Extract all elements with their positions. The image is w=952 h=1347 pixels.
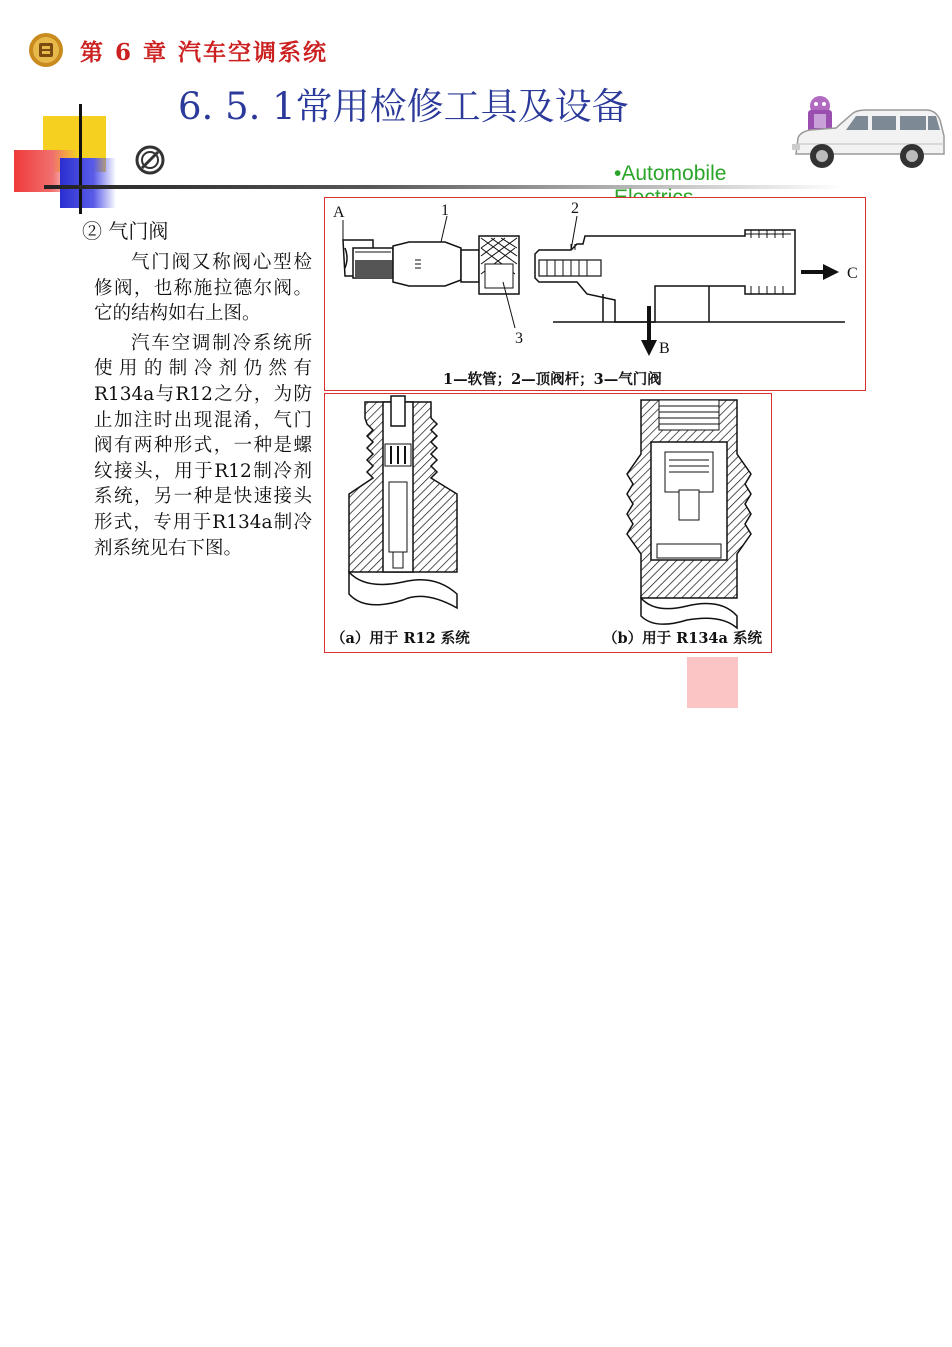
paragraph-2: 汽车空调制冷系统所使用的制冷剂仍然有R134a与R12之分，为防止加注时出现混淆，气门阀有两种形式，一种是螺纹接头，用于R12制冷剂系统，另一种是快速接头形式，专用于R134a制冷剂系统见右下图。	[94, 332, 312, 559]
paragraph-1: 气门阀又称阀心型检修阀，也称施拉德尔阀。它的结构如右上图。	[94, 252, 312, 325]
body-text	[94, 250, 312, 565]
valve-types-diagram	[324, 393, 772, 653]
label-2: 2	[571, 200, 579, 217]
subsection-heading: ② 气门阀	[82, 219, 169, 243]
decor-blue-square	[60, 158, 116, 208]
figure-top-caption: 1—软管；2—顶阀杆；3—气门阀	[443, 371, 662, 388]
car-illustration	[786, 92, 946, 178]
brand-text: •Automobile	[614, 162, 727, 185]
no-entry-icon	[134, 144, 166, 176]
chapter-badge-icon	[28, 32, 64, 68]
figure-caption-b: （b）用于 R134a 系统	[603, 630, 762, 647]
label-c: C	[847, 265, 858, 282]
chapter-title: 第 6 章 汽车空调系统	[80, 39, 329, 66]
decor-pink-square	[687, 657, 738, 708]
decor-vertical-line	[79, 104, 82, 214]
label-1: 1	[441, 202, 449, 219]
label-3: 3	[515, 330, 523, 347]
label-b: B	[659, 340, 670, 357]
label-a: A	[333, 204, 345, 221]
section-title: 6. 5. 1常用检修工具及设备	[178, 85, 629, 128]
schrader-valve-diagram	[324, 197, 866, 391]
figure-caption-a: （a）用于 R12 系统	[331, 630, 470, 647]
